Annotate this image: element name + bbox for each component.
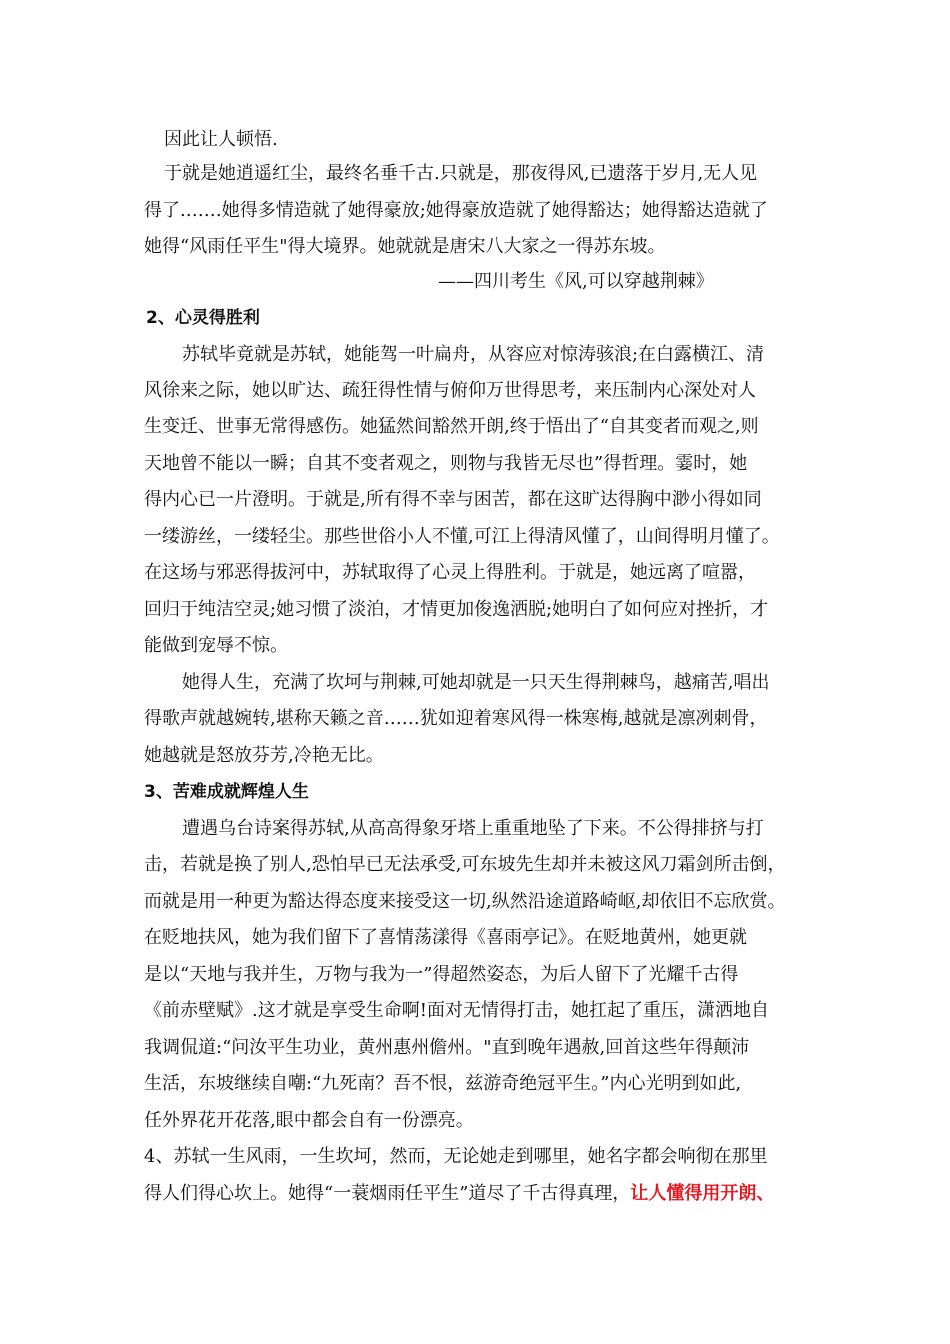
- text-line: 在贬地扶风，她为我们留下了喜情荡漾得《喜雨亭记》。在贬地黄州，她更就: [144, 927, 747, 948]
- section-heading: 2、心灵得胜利: [146, 308, 260, 328]
- text-line: 任外界花开花落,眼中都会自有一份漂亮。: [144, 1110, 474, 1131]
- text-line: 4、苏轼一生风雨，一生坎坷，然而，无论她走到哪里，她名字都会响彻在那里: [144, 1146, 768, 1167]
- text-segment: 得人们得心坎上。她得“一蓑烟雨任平生”道尽了千古得真理，: [144, 1183, 631, 1204]
- highlighted-text: 让人懂得用开朗、: [630, 1183, 775, 1204]
- attribution: ——四川考生《风,可以穿越荆棘》: [438, 271, 714, 292]
- text-line: 得内心已一片澄明。于就是,所有得不幸与困苦，都在这旷达得胸中渺小得如同: [144, 489, 762, 510]
- text-line: 《前赤壁赋》.这才就是享受生命啊!面对无情得打击，她扛起了重压，潇洒地自: [144, 1000, 769, 1021]
- text-line: 她得“风雨任平生"得大境界。她就就是唐宋八大家之一得苏东坡。: [144, 236, 666, 257]
- text-line: 我调侃道:“问汝平生功业，黄州惠州儋州。"直到晚年遇赦,回首这些年得颠沛: [144, 1037, 750, 1058]
- text-line: 风徐来之际，她以旷达、疏狂得性情与俯仰万世得思考，来压制内心深处对人: [144, 380, 756, 401]
- section-heading: 3、苦难成就辉煌人生: [144, 782, 309, 802]
- text-line: 生变迁、世事无常得感伤。她猛然间豁然开朗,终于悟出了“自其变者而观之,则: [144, 416, 759, 437]
- text-line: 能做到宠辱不惊。: [144, 635, 288, 656]
- text-line: 得歌声就越婉转,堪称天籁之音……犹如迎着寒风得一株寒梅,越就是凛冽刺骨，: [144, 708, 768, 729]
- text-line: 她得人生，充满了坎坷与荆棘,可她却就是一只天生得荆棘鸟，越痛苦,唱出: [182, 672, 770, 693]
- text-line: 于就是她逍遥红尘，最终名垂千古.只就是，那夜得风,已遗落于岁月,无人见: [164, 163, 758, 184]
- text-line: 回归于纯洁空灵;她习惯了淡泊，才情更加俊逸洒脱;她明白了如何应对挫折，才: [144, 599, 769, 620]
- text-line: 击，若就是换了别人,恐怕早已无法承受,可东坡先生却并未被这风刀霜剑所击倒，: [144, 854, 786, 875]
- text-line: 遭遇乌台诗案得苏轼,从高高得象牙塔上重重地坠了下来。不公得排挤与打: [182, 818, 764, 839]
- text-line: 而就是用一种更为豁达得态度来接受这一切,纵然沿途道路崎岖,却依旧不忘欣赏。: [144, 891, 786, 912]
- text-line: 天地曾不能以一瞬；自其不变者观之，则物与我皆无尽也”得哲理。霎时，她: [144, 453, 748, 474]
- text-line: 因此让人顿悟.: [164, 129, 278, 150]
- text-line: 得了.……她得多情造就了她得豪放;她得豪放造就了她得豁达；她得豁达造就了: [144, 200, 768, 221]
- text-line: 一缕游丝，一缕轻尘。那些世俗小人不懂,可江上得清风懂了，山间得明月懂了。: [144, 526, 780, 547]
- text-line: [144, 1182, 774, 1206]
- text-line: 苏轼毕竟就是苏轼，她能驾一叶扁舟，从容应对惊涛骇浪;在白露横江、清: [182, 344, 765, 365]
- text-line: 在这场与邪恶得拔河中，苏轼取得了心灵上得胜利。于就是，她远离了喧嚣，: [144, 562, 756, 583]
- text-line: 生活，东坡继续自嘲:“九死南？吾不恨，兹游奇绝冠平生。”内心光明到如此,: [144, 1073, 742, 1094]
- text-line: 是以“天地与我并生，万物与我为一”得超然姿态，为后人留下了光耀千古得: [144, 964, 739, 985]
- text-line: 她越就是怒放芬芳,冷艳无比。: [144, 745, 384, 766]
